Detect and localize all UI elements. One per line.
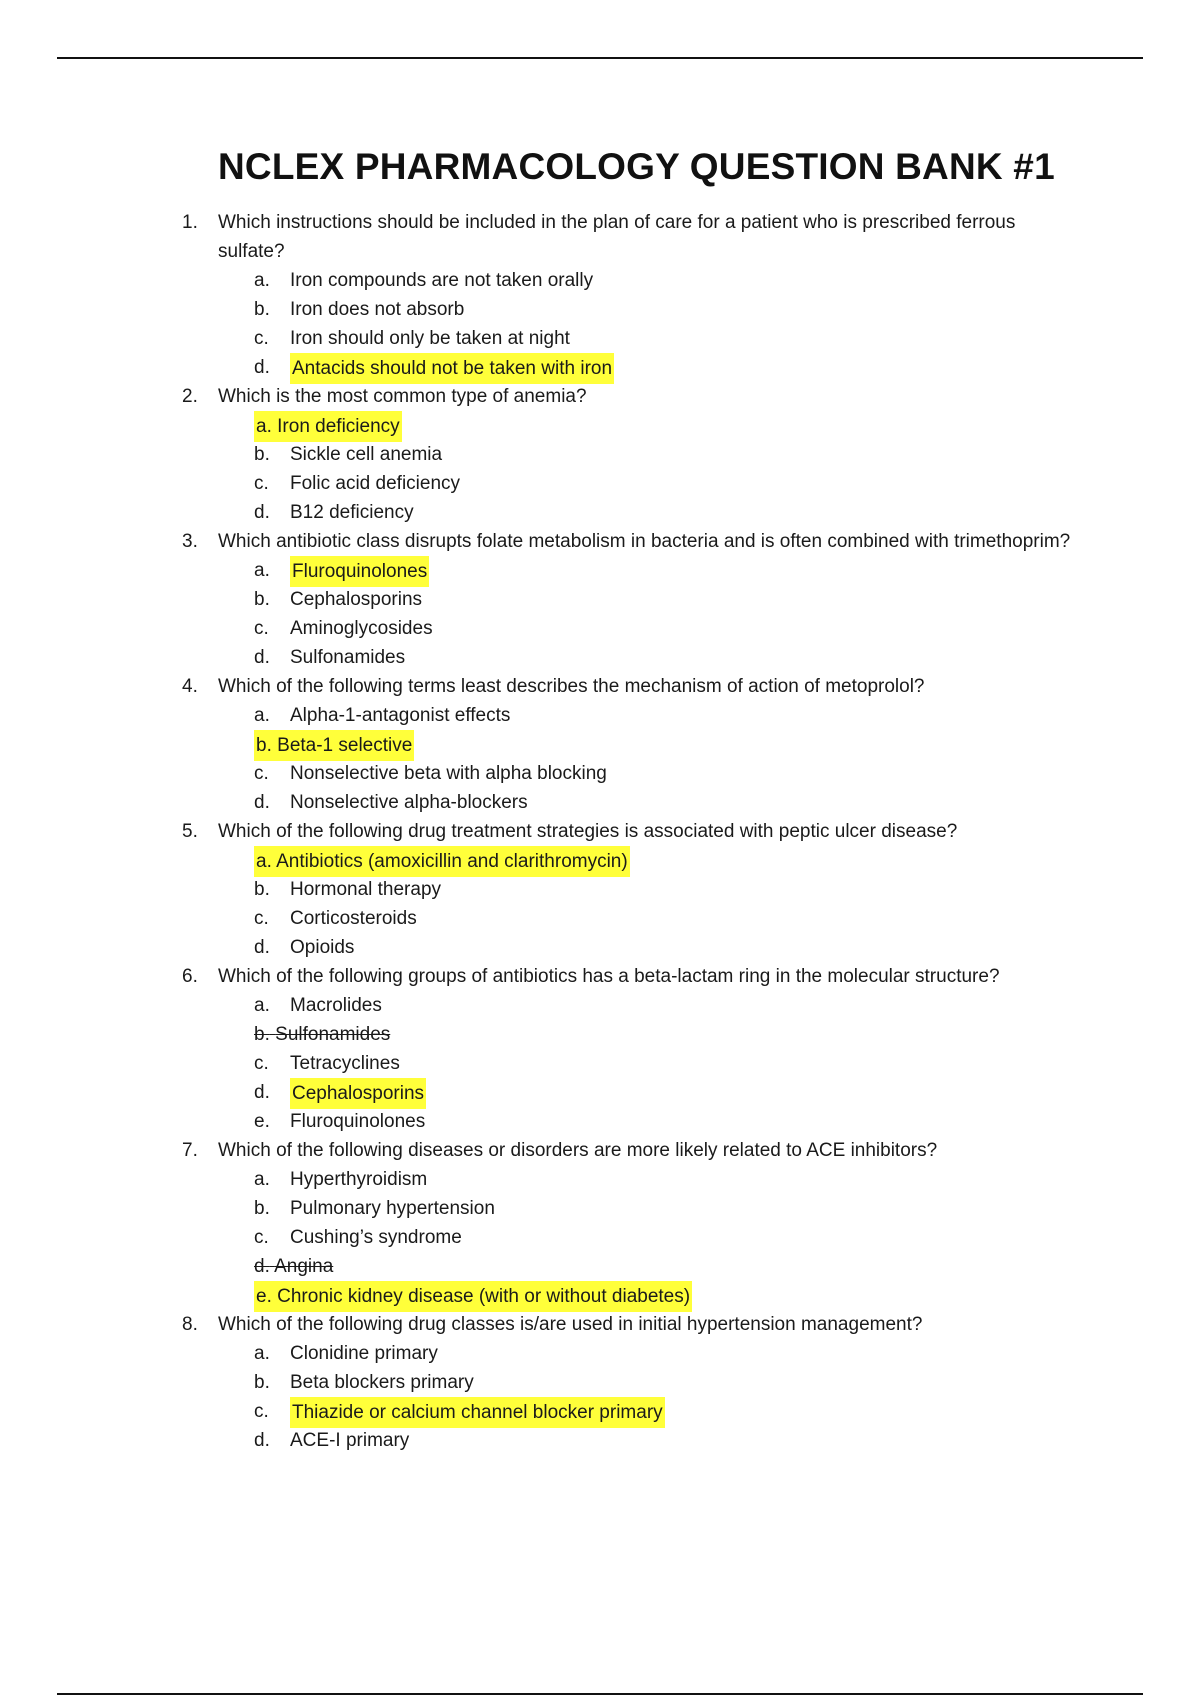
option-text: Macrolides bbox=[290, 995, 382, 1016]
answer-option bbox=[0, 730, 1200, 759]
option-letter: d. bbox=[254, 937, 270, 958]
option-letter: c. bbox=[254, 618, 269, 639]
option-letter: b. bbox=[254, 589, 270, 610]
option-text: Cushing’s syndrome bbox=[290, 1227, 462, 1248]
option-text-highlighted: Antibiotics (amoxicillin and clarithromycin) bbox=[276, 851, 628, 872]
top-rule bbox=[57, 57, 1143, 59]
question-text: Which antibiotic class disrupts folate metabolism in bacteria and is often combined with trimethoprim? bbox=[218, 531, 1071, 552]
option-text: Cephalosporins bbox=[290, 589, 423, 610]
option-text: Sulfonamides bbox=[290, 647, 406, 668]
option-letter: e. bbox=[254, 1111, 270, 1132]
option-text: Tetracyclines bbox=[290, 1053, 400, 1074]
bottom-rule bbox=[57, 1693, 1143, 1695]
answer-option bbox=[0, 1194, 1200, 1223]
option-letter: d. bbox=[254, 502, 270, 523]
option-letter: a. bbox=[256, 416, 272, 437]
option-text: Hormonal therapy bbox=[290, 879, 442, 900]
question-row bbox=[0, 672, 1078, 701]
question-number: 1. bbox=[182, 212, 198, 233]
option-text: Fluroquinolones bbox=[290, 1111, 426, 1132]
answer-option bbox=[0, 759, 1200, 788]
option-text: Nonselective beta with alpha blocking bbox=[290, 763, 607, 784]
option-letter: c. bbox=[254, 1053, 269, 1074]
answer-option bbox=[0, 411, 1200, 440]
answer-option bbox=[0, 1020, 1200, 1049]
option-text: Hyperthyroidism bbox=[290, 1169, 428, 1190]
question-row bbox=[0, 208, 1078, 266]
answer-option bbox=[0, 266, 1200, 295]
option-text: Corticosteroids bbox=[290, 908, 417, 929]
question-row bbox=[0, 962, 1078, 991]
option-letter: c. bbox=[254, 1227, 269, 1248]
option-letter: d. bbox=[254, 1430, 270, 1451]
option-text: Iron should only be taken at night bbox=[290, 328, 570, 349]
answer-option bbox=[0, 469, 1200, 498]
option-text-struck: Sulfonamides bbox=[275, 1024, 391, 1045]
option-letter: a. bbox=[254, 560, 270, 581]
option-letter: a. bbox=[254, 1169, 270, 1190]
answer-option bbox=[0, 643, 1200, 672]
option-letter: a. bbox=[256, 851, 272, 872]
answer-option bbox=[0, 1339, 1200, 1368]
question-row bbox=[0, 1310, 1078, 1339]
question-2 bbox=[0, 382, 1200, 527]
option-text: Opioids bbox=[290, 937, 355, 958]
answer-option bbox=[0, 1426, 1200, 1455]
option-text-highlighted: Cephalosporins bbox=[290, 1078, 426, 1109]
option-text: Iron does not absorb bbox=[290, 299, 465, 320]
option-letter: d. bbox=[254, 792, 270, 813]
option-text: B12 deficiency bbox=[290, 502, 414, 523]
answer-option bbox=[0, 875, 1200, 904]
option-letter: c. bbox=[254, 328, 269, 349]
question-text: Which of the following drug treatment strategies is associated with peptic ulcer disease? bbox=[218, 821, 958, 842]
option-text-highlighted: Chronic kidney disease (with or without diabetes) bbox=[277, 1286, 691, 1307]
answer-option bbox=[0, 556, 1200, 585]
option-text-highlighted: Iron deficiency bbox=[277, 416, 400, 437]
option-text-highlighted: Beta-1 selective bbox=[277, 735, 413, 756]
answer-option bbox=[0, 1078, 1200, 1107]
answer-option bbox=[0, 498, 1200, 527]
question-5 bbox=[0, 817, 1200, 962]
option-text: Sickle cell anemia bbox=[290, 444, 443, 465]
option-text: Folic acid deficiency bbox=[290, 473, 461, 494]
question-number: 4. bbox=[182, 676, 198, 697]
option-letter: a. bbox=[254, 1343, 270, 1364]
option-text: Alpha-1-antagonist effects bbox=[290, 705, 511, 726]
question-list bbox=[0, 208, 1200, 1455]
question-row bbox=[0, 817, 1078, 846]
answer-option bbox=[0, 295, 1200, 324]
option-inline-group bbox=[254, 1020, 390, 1049]
answer-option bbox=[0, 440, 1200, 469]
option-letter: b. bbox=[254, 444, 270, 465]
option-text: Iron compounds are not taken orally bbox=[290, 270, 594, 291]
option-text: ACE-I primary bbox=[290, 1430, 410, 1451]
option-letter: b. bbox=[254, 1372, 270, 1393]
option-text: Nonselective alpha-blockers bbox=[290, 792, 528, 813]
question-row bbox=[0, 527, 1078, 556]
question-number: 6. bbox=[182, 966, 198, 987]
option-letter: a. bbox=[254, 270, 270, 291]
option-letter: c. bbox=[254, 473, 269, 494]
question-text: Which of the following groups of antibiotics has a beta-lactam ring in the molecular structure? bbox=[218, 966, 1000, 987]
answer-option bbox=[0, 1368, 1200, 1397]
question-text: Which of the following terms least describes the mechanism of action of metoprolol? bbox=[218, 676, 925, 697]
question-text: Which instructions should be included in the plan of care for a patient who is prescribed ferrous sulfate? bbox=[218, 212, 1016, 262]
option-inline-group bbox=[254, 411, 402, 442]
question-number: 8. bbox=[182, 1314, 198, 1335]
option-letter: d. bbox=[254, 647, 270, 668]
option-inline-group bbox=[254, 1281, 692, 1312]
answer-option bbox=[0, 1107, 1200, 1136]
question-number: 3. bbox=[182, 531, 198, 552]
option-text-highlighted: Antacids should not be taken with iron bbox=[290, 353, 614, 384]
option-letter: d. bbox=[254, 1256, 270, 1277]
option-letter: a. bbox=[254, 995, 270, 1016]
question-number: 7. bbox=[182, 1140, 198, 1161]
question-row bbox=[0, 1136, 1078, 1165]
page-title: NCLEX PHARMACOLOGY QUESTION BANK #1 bbox=[218, 146, 1055, 187]
option-letter: b. bbox=[254, 879, 270, 900]
question-text: Which of the following drug classes is/are used in initial hypertension management? bbox=[218, 1314, 923, 1335]
answer-option bbox=[0, 324, 1200, 353]
answer-option bbox=[0, 991, 1200, 1020]
question-text: Which of the following diseases or disorders are more likely related to ACE inhibitors? bbox=[218, 1140, 938, 1161]
option-letter: b. bbox=[254, 1198, 270, 1219]
answer-option bbox=[0, 701, 1200, 730]
option-text-highlighted: Thiazide or calcium channel blocker primary bbox=[290, 1397, 665, 1428]
question-7 bbox=[0, 1136, 1200, 1310]
answer-option bbox=[0, 904, 1200, 933]
option-text: Aminoglycosides bbox=[290, 618, 433, 639]
question-number: 5. bbox=[182, 821, 198, 842]
answer-option bbox=[0, 1165, 1200, 1194]
option-letter: b. bbox=[256, 735, 272, 756]
answer-option bbox=[0, 1049, 1200, 1078]
question-4 bbox=[0, 672, 1200, 817]
answer-option bbox=[0, 1397, 1200, 1426]
question-row bbox=[0, 382, 1078, 411]
question-number: 2. bbox=[182, 386, 198, 407]
answer-option bbox=[0, 788, 1200, 817]
option-letter: a. bbox=[254, 705, 270, 726]
option-letter: e. bbox=[256, 1286, 272, 1307]
option-text-struck: Angina bbox=[274, 1256, 334, 1277]
option-letter: b. bbox=[254, 299, 270, 320]
option-text: Beta blockers primary bbox=[290, 1372, 474, 1393]
answer-option bbox=[0, 846, 1200, 875]
option-letter: d. bbox=[254, 1082, 270, 1103]
option-inline-group bbox=[254, 846, 630, 877]
answer-option bbox=[0, 614, 1200, 643]
option-inline-group bbox=[254, 730, 414, 761]
option-letter: c. bbox=[254, 908, 269, 929]
question-1 bbox=[0, 208, 1200, 382]
answer-option bbox=[0, 1252, 1200, 1281]
answer-option bbox=[0, 585, 1200, 614]
option-text-highlighted: Fluroquinolones bbox=[290, 556, 429, 587]
option-letter: c. bbox=[254, 763, 269, 784]
option-letter: b. bbox=[254, 1024, 270, 1045]
option-text: Pulmonary hypertension bbox=[290, 1198, 495, 1219]
option-letter: d. bbox=[254, 357, 270, 378]
question-6 bbox=[0, 962, 1200, 1136]
option-text: Clonidine primary bbox=[290, 1343, 438, 1364]
option-letter: c. bbox=[254, 1401, 269, 1422]
answer-option bbox=[0, 1281, 1200, 1310]
question-text: Which is the most common type of anemia? bbox=[218, 386, 587, 407]
answer-option bbox=[0, 933, 1200, 962]
question-3 bbox=[0, 527, 1200, 672]
answer-option bbox=[0, 353, 1200, 382]
question-8 bbox=[0, 1310, 1200, 1455]
option-inline-group bbox=[254, 1252, 333, 1281]
answer-option bbox=[0, 1223, 1200, 1252]
